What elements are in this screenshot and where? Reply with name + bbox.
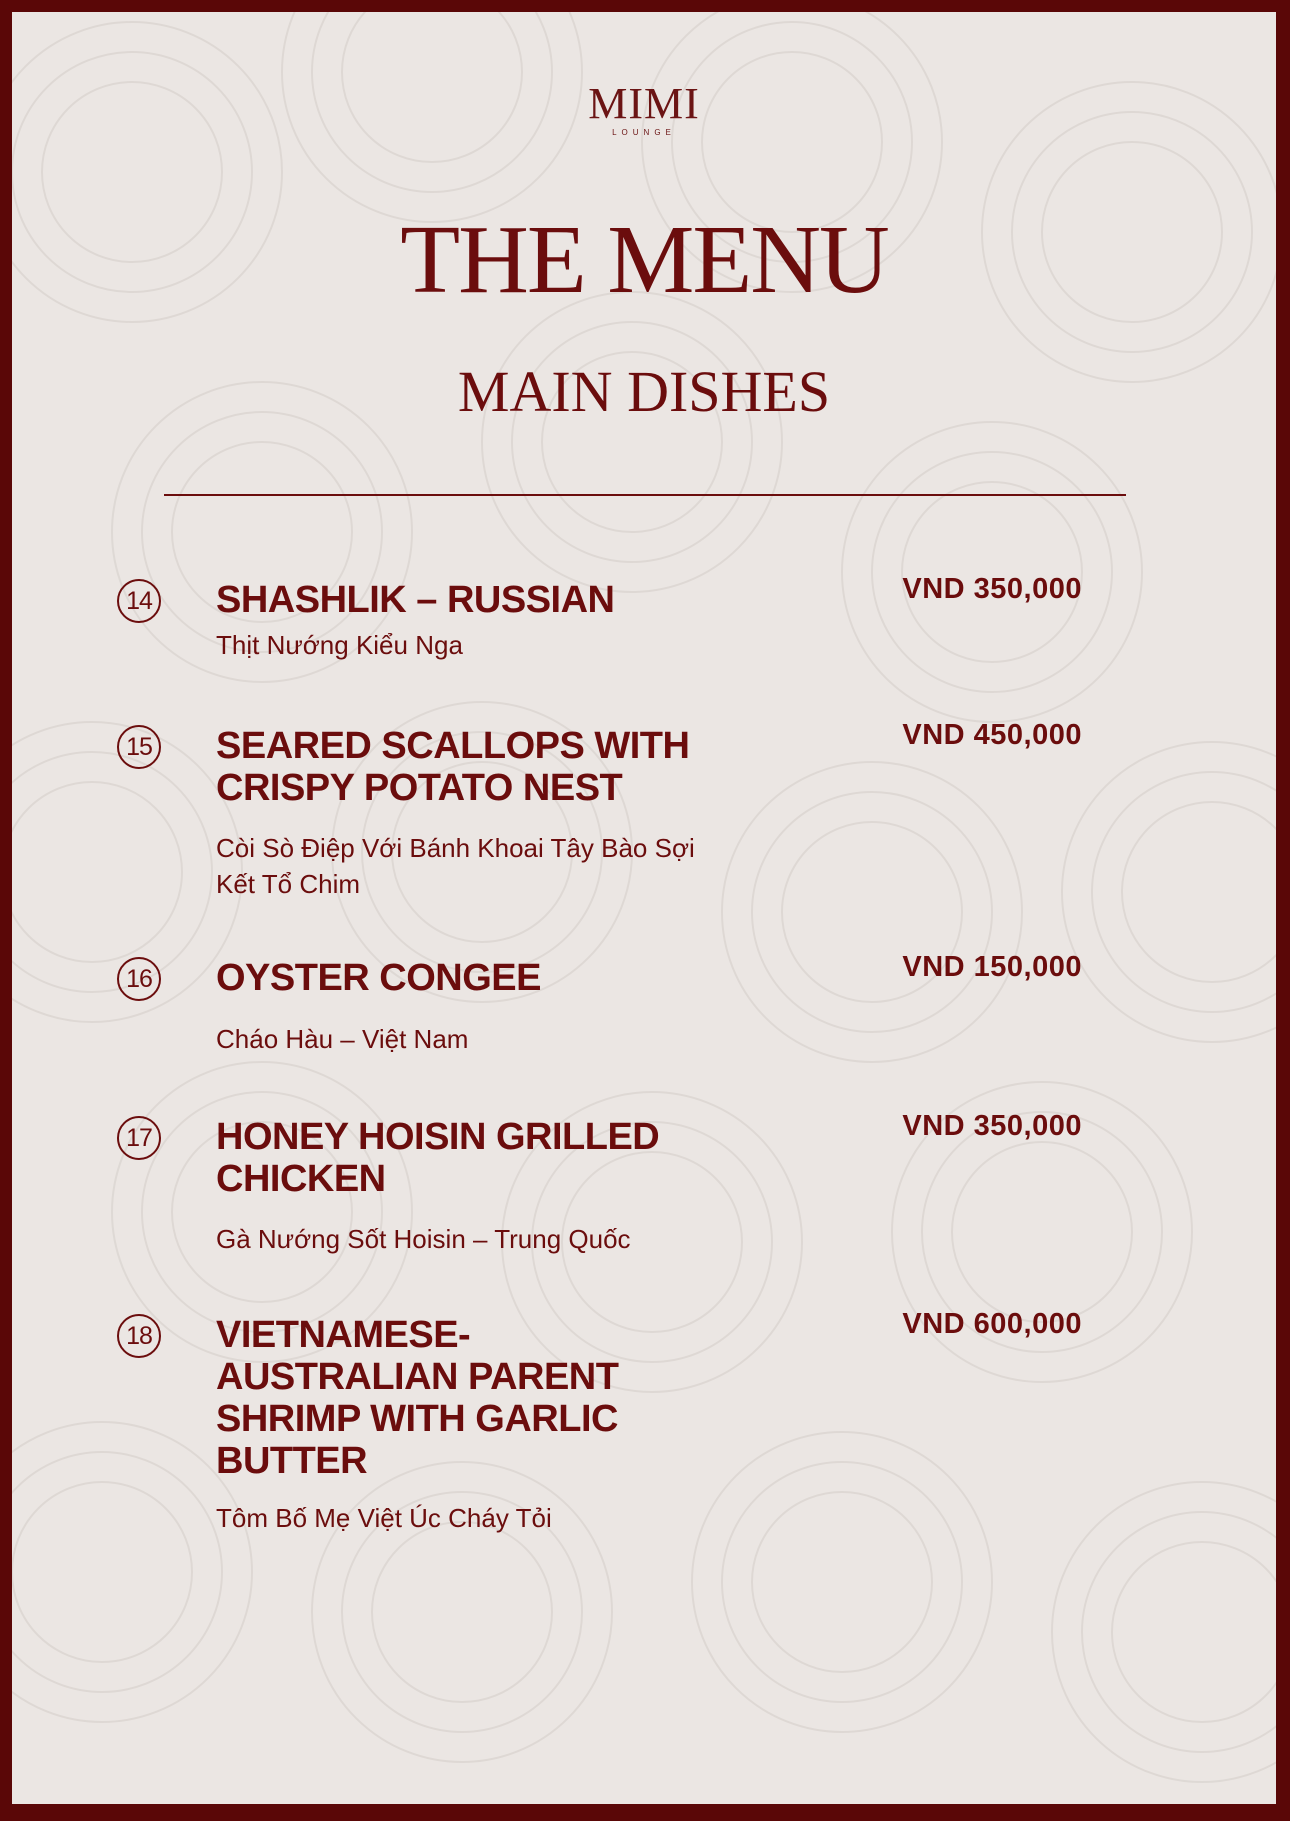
item-name: SEARED SCALLOPS WITH CRISPY POTATO NEST [216,725,690,809]
item-price: VND 350,000 [902,573,1082,605]
menu-page [12,12,1276,1804]
item-price: VND 150,000 [902,951,1082,983]
item-number: 15 [117,725,161,769]
item-description: Còi Sò Điệp Với Bánh Khoai Tây Bào Sợi Kết Tổ Chim [216,833,695,899]
item-number: 17 [117,1116,161,1160]
page-title: THE MENU [400,206,888,314]
item-number: 16 [117,957,161,1001]
item-price: VND 350,000 [902,1110,1082,1142]
item-name: OYSTER CONGEE [216,957,541,999]
item-number: 14 [117,579,161,623]
item-description: Thịt Nướng Kiểu Nga [216,630,463,660]
logo-name: MIMI [588,79,700,128]
item-name: VIETNAMESE-AUSTRALIAN PARENT SHRIMP WITH GARLIC BUTTER [216,1314,619,1482]
item-name: HONEY HOISIN GRILLED CHICKEN [216,1116,660,1200]
item-description: Tôm Bố Mẹ Việt Úc Cháy Tỏi [216,1503,552,1533]
item-price: VND 450,000 [902,719,1082,751]
section-title: MAIN DISHES [457,359,831,424]
logo-subtitle: LOUNGE [612,128,676,137]
item-description: Gà Nướng Sốt Hoisin – Trung Quốc [216,1224,631,1254]
item-description: Cháo Hàu – Việt Nam [216,1024,469,1054]
logo [12,79,1276,138]
item-price: VND 600,000 [902,1308,1082,1340]
item-name: SHASHLIK – RUSSIAN [216,579,615,621]
item-number: 18 [117,1314,161,1358]
divider [164,494,1126,496]
